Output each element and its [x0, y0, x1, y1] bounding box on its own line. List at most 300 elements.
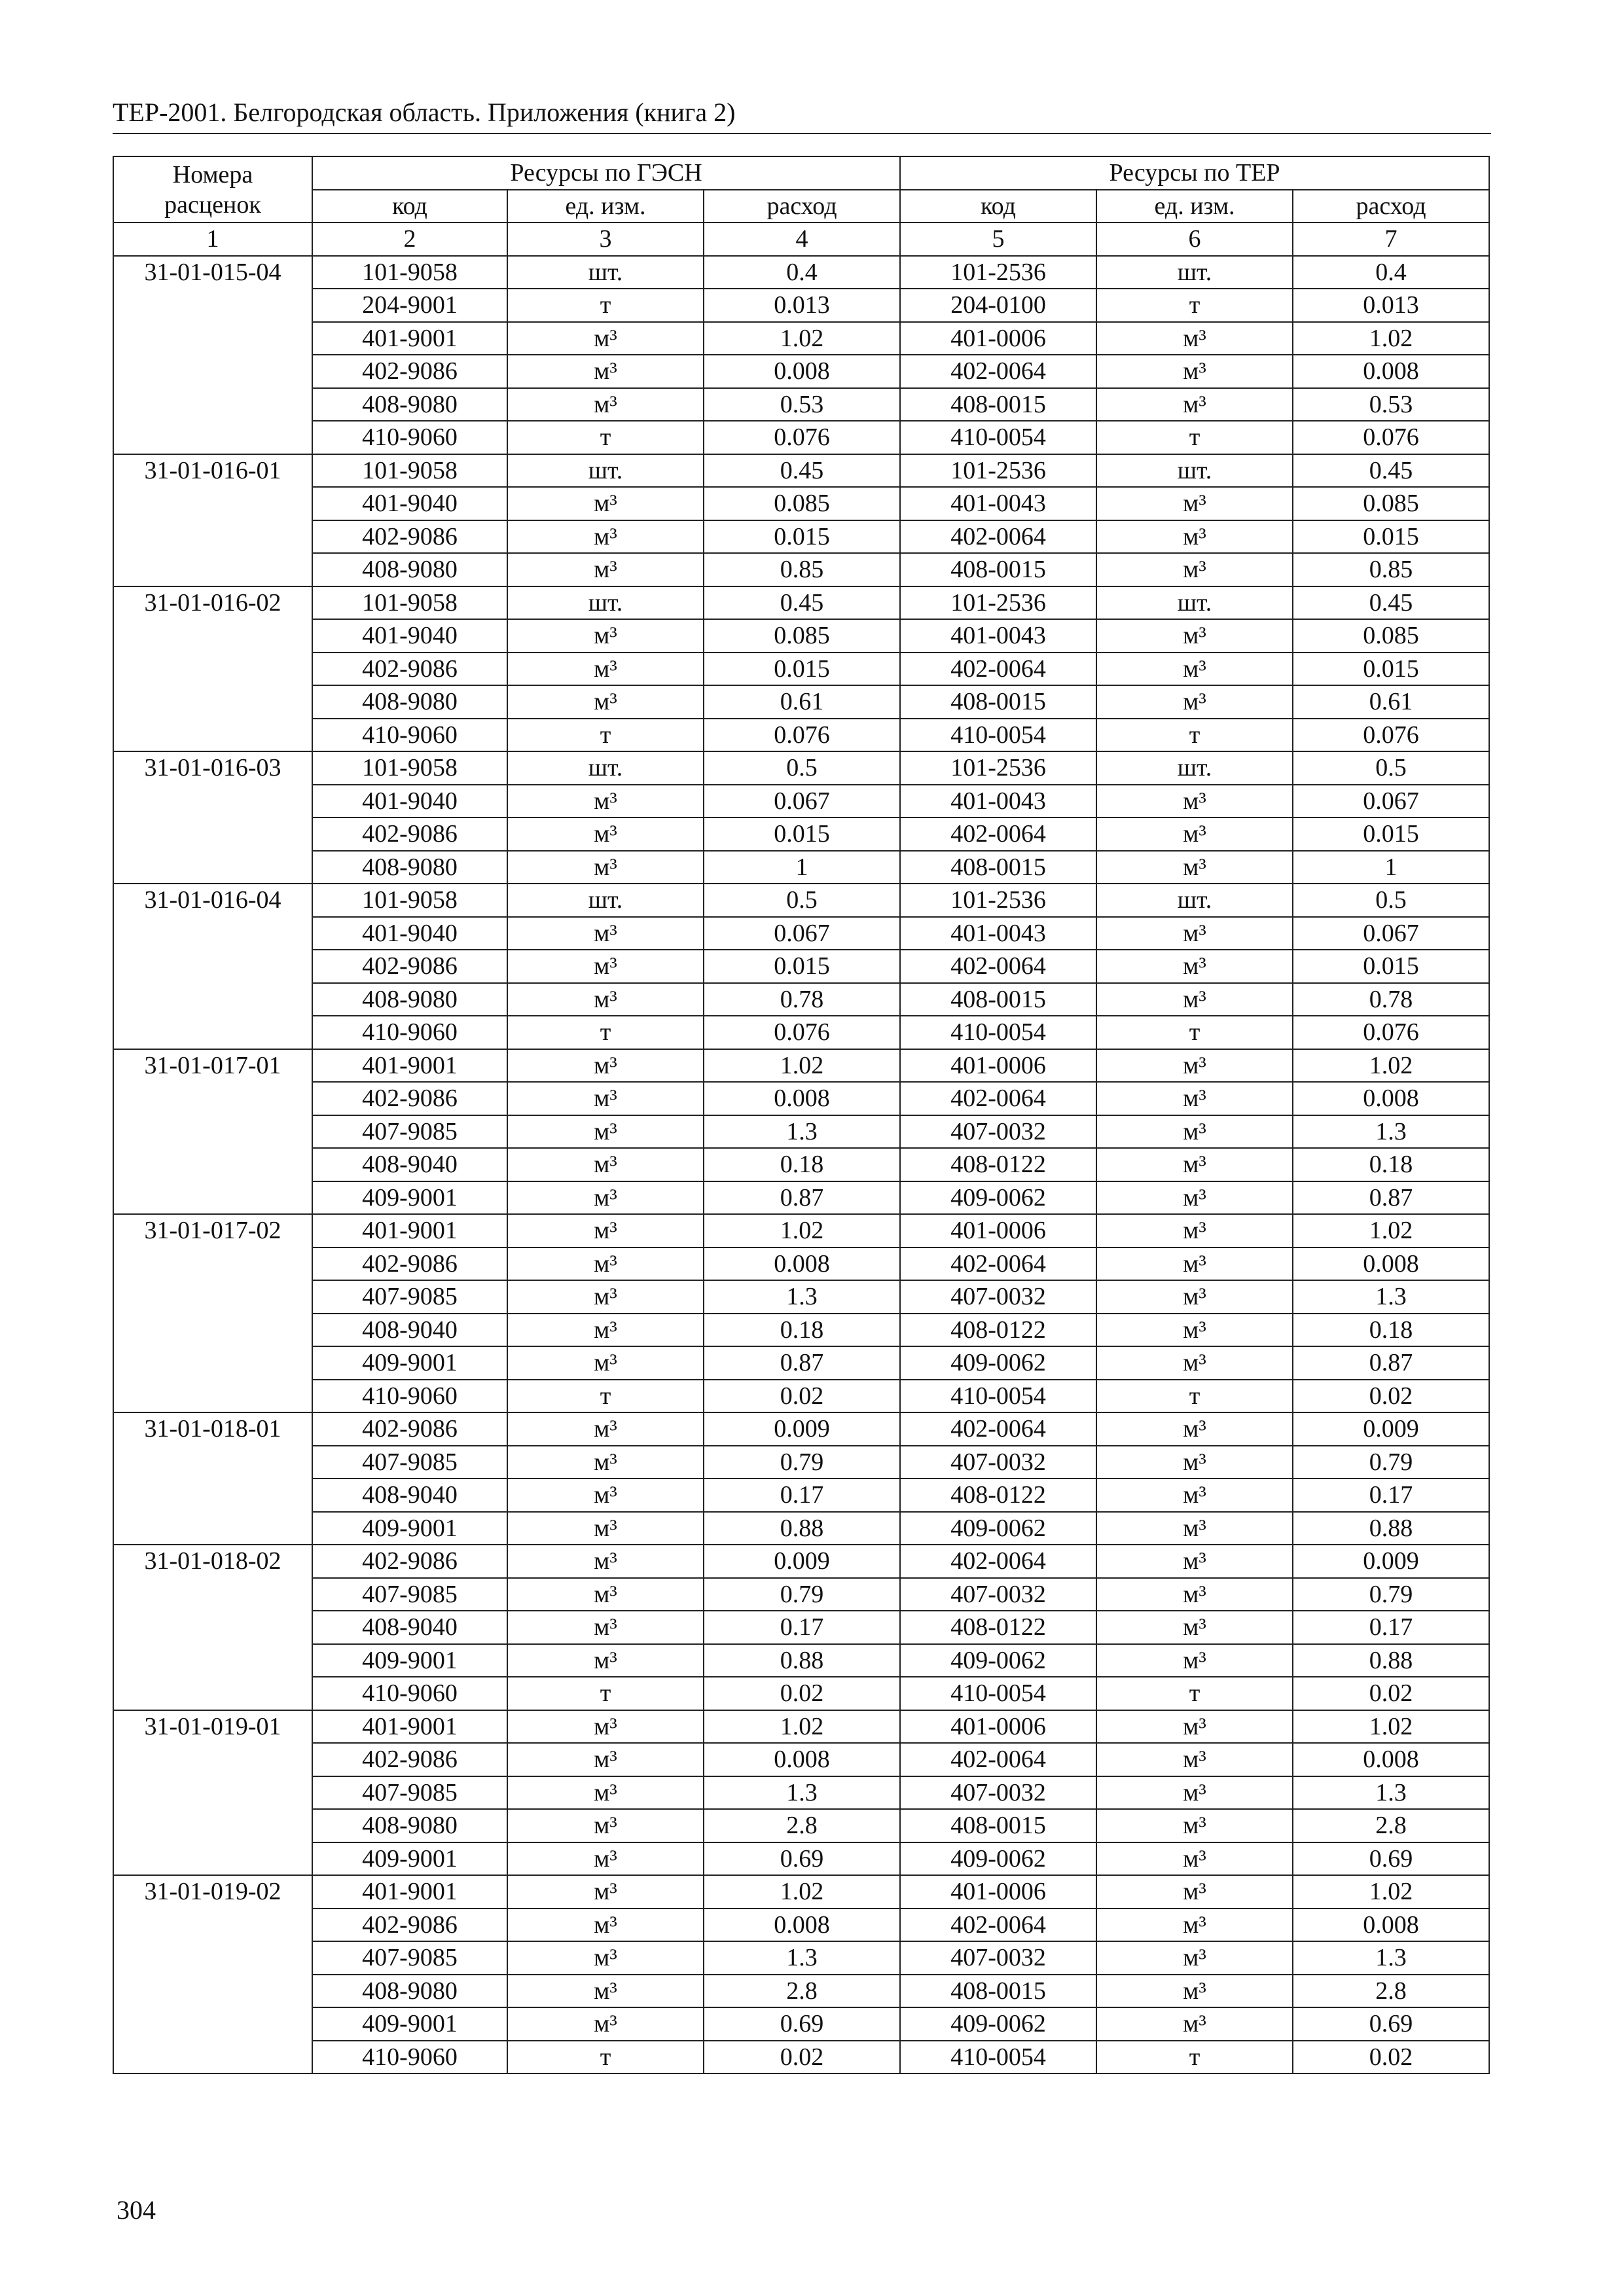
gesn-unit-cell: т [507, 1677, 704, 1710]
ter-unit-cell: т [1096, 289, 1293, 322]
ter-qty-cell: 0.076 [1293, 1016, 1489, 1049]
gesn-code-cell: 402-9086 [312, 1909, 507, 1942]
ter-qty-cell: 0.008 [1293, 1743, 1489, 1776]
gesn-qty-cell: 0.87 [704, 1346, 900, 1380]
ter-code-cell: 101-2536 [900, 454, 1096, 488]
ter-qty-cell: 0.79 [1293, 1446, 1489, 1479]
ter-qty-cell: 0.17 [1293, 1479, 1489, 1512]
ter-unit-cell: м³ [1096, 1578, 1293, 1611]
table-row [113, 1578, 1489, 1611]
ter-code-cell: 408-0122 [900, 1611, 1096, 1644]
ter-unit-cell: м³ [1096, 322, 1293, 355]
gesn-qty-cell: 0.008 [704, 1082, 900, 1115]
rate-number: 31-01-019-02 [113, 1875, 312, 2073]
gesn-qty-cell: 0.076 [704, 1016, 900, 1049]
header-row-groups [113, 156, 1489, 190]
gesn-qty-cell: 0.085 [704, 487, 900, 520]
table-row [113, 520, 1489, 554]
ter-unit-cell: т [1096, 1380, 1293, 1413]
table-row [113, 851, 1489, 884]
table-row [113, 1743, 1489, 1776]
ter-code-cell: 407-0032 [900, 1446, 1096, 1479]
gesn-unit-cell: м³ [507, 2007, 704, 2041]
gesn-qty-cell: 1.02 [704, 1049, 900, 1083]
ter-code-cell: 101-2536 [900, 751, 1096, 785]
gesn-unit-cell: м³ [507, 1479, 704, 1512]
ter-unit-cell: м³ [1096, 1809, 1293, 1842]
gesn-code-cell: 407-9085 [312, 1280, 507, 1314]
ter-unit-cell: м³ [1096, 2007, 1293, 2041]
ter-code-cell: 402-0064 [900, 1412, 1096, 1446]
gesn-qty-cell: 0.015 [704, 520, 900, 554]
gesn-unit-cell: шт. [507, 256, 704, 289]
table-row [113, 586, 1489, 620]
table-row [113, 1016, 1489, 1049]
gesn-code-cell: 101-9058 [312, 256, 507, 289]
gesn-qty-cell: 0.067 [704, 917, 900, 950]
table-row [113, 653, 1489, 686]
ter-qty-cell: 1.02 [1293, 1710, 1489, 1744]
gesn-unit-header: ед. изм. [507, 190, 704, 223]
table-row [113, 619, 1489, 653]
gesn-code-cell: 401-9001 [312, 1710, 507, 1744]
table-row [113, 1280, 1489, 1314]
rate-number: 31-01-016-02 [113, 586, 312, 752]
table-row [113, 1545, 1489, 1578]
ter-code-cell: 408-0015 [900, 1975, 1096, 2008]
gesn-unit-cell: т [507, 1380, 704, 1413]
table-row [113, 751, 1489, 785]
gesn-code-cell: 401-9040 [312, 487, 507, 520]
ter-qty-cell: 0.085 [1293, 487, 1489, 520]
ter-qty-cell: 0.69 [1293, 1842, 1489, 1876]
gesn-qty-header: расход [704, 190, 900, 223]
ter-unit-cell: м³ [1096, 1412, 1293, 1446]
ter-qty-cell: 0.008 [1293, 1082, 1489, 1115]
ter-unit-cell: м³ [1096, 619, 1293, 653]
ter-qty-cell: 1.02 [1293, 1049, 1489, 1083]
ter-unit-header: ед. изм. [1096, 190, 1293, 223]
gesn-unit-cell: т [507, 421, 704, 454]
ter-code-cell: 401-0043 [900, 619, 1096, 653]
ter-qty-cell: 0.53 [1293, 388, 1489, 422]
ter-code-cell: 204-0100 [900, 289, 1096, 322]
gesn-code-cell: 408-9080 [312, 388, 507, 422]
gesn-qty-cell: 0.45 [704, 454, 900, 488]
gesn-unit-cell: т [507, 289, 704, 322]
ter-qty-cell: 0.45 [1293, 454, 1489, 488]
gesn-unit-cell: т [507, 2041, 704, 2074]
column-number: 3 [507, 223, 704, 256]
ter-qty-cell: 0.008 [1293, 1909, 1489, 1942]
table-row [113, 1115, 1489, 1149]
rate-number: 31-01-015-04 [113, 256, 312, 454]
column-number: 4 [704, 223, 900, 256]
ter-unit-cell: т [1096, 1016, 1293, 1049]
gesn-code-cell: 402-9086 [312, 950, 507, 983]
gesn-unit-cell: м³ [507, 817, 704, 851]
gesn-qty-cell: 0.5 [704, 751, 900, 785]
gesn-code-cell: 402-9086 [312, 1412, 507, 1446]
ter-unit-cell: м³ [1096, 388, 1293, 422]
gesn-code-cell: 408-9040 [312, 1479, 507, 1512]
gesn-qty-cell: 0.013 [704, 289, 900, 322]
gesn-unit-cell: м³ [507, 1776, 704, 1810]
ter-unit-cell: м³ [1096, 1479, 1293, 1512]
table-row [113, 1975, 1489, 2008]
ter-qty-cell: 0.076 [1293, 719, 1489, 752]
ter-unit-cell: м³ [1096, 1842, 1293, 1876]
gesn-unit-cell: м³ [507, 1941, 704, 1975]
gesn-qty-cell: 1.02 [704, 1710, 900, 1744]
table-row [113, 388, 1489, 422]
table-row [113, 1412, 1489, 1446]
gesn-qty-cell: 2.8 [704, 1809, 900, 1842]
table-row [113, 917, 1489, 950]
gesn-unit-cell: м³ [507, 1082, 704, 1115]
ter-code-cell: 101-2536 [900, 884, 1096, 917]
ter-unit-cell: м³ [1096, 520, 1293, 554]
ter-unit-cell: т [1096, 2041, 1293, 2074]
gesn-qty-cell: 0.69 [704, 2007, 900, 2041]
table-row [113, 454, 1489, 488]
ter-unit-cell: т [1096, 421, 1293, 454]
ter-unit-cell: м³ [1096, 1214, 1293, 1247]
ter-qty-cell: 0.009 [1293, 1412, 1489, 1446]
ter-unit-cell: м³ [1096, 1115, 1293, 1149]
gesn-qty-cell: 1.3 [704, 1280, 900, 1314]
ter-code-cell: 408-0122 [900, 1314, 1096, 1347]
ter-code-cell: 401-0043 [900, 487, 1096, 520]
gesn-unit-cell: м³ [507, 1578, 704, 1611]
gesn-qty-cell: 0.015 [704, 950, 900, 983]
table-row [113, 1049, 1489, 1083]
ter-code-cell: 402-0064 [900, 950, 1096, 983]
ter-qty-cell: 0.015 [1293, 817, 1489, 851]
ter-unit-cell: м³ [1096, 983, 1293, 1016]
gesn-unit-cell: шт. [507, 751, 704, 785]
gesn-unit-cell: т [507, 719, 704, 752]
ter-qty-cell: 0.085 [1293, 619, 1489, 653]
gesn-unit-cell: м³ [507, 1446, 704, 1479]
gesn-unit-cell: м³ [507, 685, 704, 719]
gesn-code-cell: 402-9086 [312, 1247, 507, 1281]
gesn-qty-cell: 0.02 [704, 1677, 900, 1710]
table-row [113, 1611, 1489, 1644]
ter-qty-cell: 0.17 [1293, 1611, 1489, 1644]
ter-qty-cell: 1 [1293, 851, 1489, 884]
column-number: 1 [113, 223, 312, 256]
page-number: 304 [117, 2195, 156, 2225]
gesn-qty-cell: 0.88 [704, 1512, 900, 1545]
table-row [113, 1082, 1489, 1115]
gesn-qty-cell: 0.53 [704, 388, 900, 422]
gesn-qty-cell: 0.17 [704, 1611, 900, 1644]
ter-code-cell: 402-0064 [900, 1909, 1096, 1942]
ter-qty-cell: 0.45 [1293, 586, 1489, 620]
ter-unit-cell: м³ [1096, 1941, 1293, 1975]
gesn-unit-cell: м³ [507, 1412, 704, 1446]
ter-code-cell: 407-0032 [900, 1941, 1096, 1975]
rate-numbers-header [113, 156, 312, 223]
gesn-qty-cell: 1.3 [704, 1776, 900, 1810]
table-row [113, 1644, 1489, 1677]
ter-qty-cell: 0.87 [1293, 1346, 1489, 1380]
gesn-code-cell: 410-9060 [312, 421, 507, 454]
ter-unit-cell: м³ [1096, 1512, 1293, 1545]
gesn-code-cell: 401-9001 [312, 322, 507, 355]
gesn-qty-cell: 1.3 [704, 1115, 900, 1149]
table-row [113, 950, 1489, 983]
gesn-unit-cell: т [507, 1016, 704, 1049]
table-row [113, 1875, 1489, 1909]
ter-unit-cell: м³ [1096, 785, 1293, 818]
ter-qty-cell: 0.4 [1293, 256, 1489, 289]
page-header-title: ТЕР-2001. Белгородская область. Приложения (книга 2) [113, 98, 736, 127]
ter-code-cell: 401-0043 [900, 917, 1096, 950]
ter-code-cell: 408-0015 [900, 388, 1096, 422]
ter-qty-cell: 0.61 [1293, 685, 1489, 719]
ter-unit-cell: м³ [1096, 1975, 1293, 2008]
gesn-code-cell: 409-9001 [312, 1181, 507, 1215]
ter-code-cell: 408-0122 [900, 1148, 1096, 1181]
gesn-code-cell: 408-9040 [312, 1148, 507, 1181]
ter-code-cell: 407-0032 [900, 1578, 1096, 1611]
gesn-unit-cell: м³ [507, 1975, 704, 2008]
ter-unit-cell: м³ [1096, 817, 1293, 851]
rate-number: 31-01-016-03 [113, 751, 312, 884]
gesn-code-cell: 401-9001 [312, 1214, 507, 1247]
gesn-qty-cell: 2.8 [704, 1975, 900, 2008]
table-row [113, 817, 1489, 851]
ter-unit-cell: м³ [1096, 1611, 1293, 1644]
table-row [113, 1446, 1489, 1479]
rate-number: 31-01-017-02 [113, 1214, 312, 1412]
ter-code-cell: 409-0062 [900, 1512, 1096, 1545]
ter-code-cell: 408-0015 [900, 851, 1096, 884]
gesn-code-cell: 401-9001 [312, 1875, 507, 1909]
table-row [113, 1941, 1489, 1975]
ter-unit-cell: м³ [1096, 1446, 1293, 1479]
ter-code-cell: 409-0062 [900, 1346, 1096, 1380]
gesn-unit-cell: м³ [507, 553, 704, 586]
gesn-qty-cell: 1 [704, 851, 900, 884]
gesn-code-cell: 407-9085 [312, 1578, 507, 1611]
ter-qty-cell: 0.5 [1293, 751, 1489, 785]
table-row [113, 983, 1489, 1016]
gesn-code-cell: 408-9040 [312, 1611, 507, 1644]
gesn-qty-cell: 0.015 [704, 653, 900, 686]
gesn-qty-cell: 0.02 [704, 1380, 900, 1413]
ter-unit-cell: м³ [1096, 1082, 1293, 1115]
ter-qty-cell: 1.3 [1293, 1941, 1489, 1975]
gesn-unit-cell: м³ [507, 1049, 704, 1083]
ter-qty-cell: 0.02 [1293, 1380, 1489, 1413]
ter-qty-cell: 0.79 [1293, 1578, 1489, 1611]
gesn-unit-cell: м³ [507, 983, 704, 1016]
gesn-qty-cell: 0.02 [704, 2041, 900, 2074]
gesn-unit-cell: шт. [507, 884, 704, 917]
ter-qty-cell: 0.18 [1293, 1314, 1489, 1347]
gesn-code-cell: 402-9086 [312, 1082, 507, 1115]
ter-code-cell: 402-0064 [900, 355, 1096, 388]
gesn-code-cell: 410-9060 [312, 719, 507, 752]
gesn-code-cell: 101-9058 [312, 884, 507, 917]
gesn-code-cell: 409-9001 [312, 1842, 507, 1876]
gesn-code-cell: 402-9086 [312, 817, 507, 851]
ter-code-cell: 410-0054 [900, 1016, 1096, 1049]
ter-code-cell: 402-0064 [900, 520, 1096, 554]
gesn-qty-cell: 1.3 [704, 1941, 900, 1975]
ter-qty-cell: 1.3 [1293, 1115, 1489, 1149]
gesn-unit-cell: м³ [507, 653, 704, 686]
gesn-code-cell: 410-9060 [312, 1380, 507, 1413]
table-row [113, 1148, 1489, 1181]
gesn-code-cell: 101-9058 [312, 751, 507, 785]
column-number: 6 [1096, 223, 1293, 256]
ter-unit-cell: шт. [1096, 454, 1293, 488]
gesn-qty-cell: 0.4 [704, 256, 900, 289]
gesn-code-cell: 401-9040 [312, 917, 507, 950]
ter-unit-cell: м³ [1096, 685, 1293, 719]
ter-qty-cell: 0.78 [1293, 983, 1489, 1016]
gesn-code-cell: 408-9080 [312, 1975, 507, 2008]
ter-code-cell: 408-0015 [900, 553, 1096, 586]
gesn-unit-cell: м³ [507, 355, 704, 388]
ter-code-cell: 401-0006 [900, 322, 1096, 355]
ter-qty-cell: 0.02 [1293, 1677, 1489, 1710]
ter-unit-cell: м³ [1096, 1644, 1293, 1677]
gesn-unit-cell: м³ [507, 1545, 704, 1578]
ter-code-cell: 401-0006 [900, 1710, 1096, 1744]
gesn-unit-cell: м³ [507, 1842, 704, 1876]
table-row [113, 421, 1489, 454]
table-row [113, 1776, 1489, 1810]
gesn-qty-cell: 0.18 [704, 1314, 900, 1347]
gesn-qty-cell: 0.69 [704, 1842, 900, 1876]
gesn-qty-cell: 0.88 [704, 1644, 900, 1677]
column-number: 2 [312, 223, 507, 256]
gesn-code-cell: 408-9040 [312, 1314, 507, 1347]
ter-code-cell: 407-0032 [900, 1776, 1096, 1810]
gesn-unit-cell: м³ [507, 1247, 704, 1281]
ter-unit-cell: м³ [1096, 1314, 1293, 1347]
gesn-qty-cell: 0.79 [704, 1446, 900, 1479]
column-number-row [113, 223, 1489, 256]
gesn-qty-cell: 1.02 [704, 1214, 900, 1247]
gesn-qty-cell: 0.008 [704, 1743, 900, 1776]
gesn-unit-cell: м³ [507, 785, 704, 818]
ter-code-cell: 401-0006 [900, 1214, 1096, 1247]
gesn-code-cell: 407-9085 [312, 1115, 507, 1149]
ter-qty-cell: 0.015 [1293, 950, 1489, 983]
ter-qty-cell: 0.87 [1293, 1181, 1489, 1215]
ter-code-cell: 402-0064 [900, 1247, 1096, 1281]
ter-qty-cell: 0.18 [1293, 1148, 1489, 1181]
gesn-unit-cell: м³ [507, 1743, 704, 1776]
ter-qty-cell: 0.008 [1293, 355, 1489, 388]
gesn-unit-cell: м³ [507, 520, 704, 554]
gesn-code-cell: 402-9086 [312, 355, 507, 388]
gesn-unit-cell: м³ [507, 322, 704, 355]
gesn-code-cell: 407-9085 [312, 1776, 507, 1810]
gesn-unit-cell: м³ [507, 1148, 704, 1181]
table-row [113, 2007, 1489, 2041]
ter-unit-cell: м³ [1096, 1875, 1293, 1909]
ter-qty-header: расход [1293, 190, 1489, 223]
table-body [113, 256, 1489, 2074]
table-row [113, 1346, 1489, 1380]
table-row [113, 2041, 1489, 2074]
gesn-qty-cell: 1.02 [704, 322, 900, 355]
gesn-unit-cell: м³ [507, 1214, 704, 1247]
gesn-qty-cell: 0.076 [704, 421, 900, 454]
table-row [113, 1842, 1489, 1876]
table-row [113, 1314, 1489, 1347]
ter-code-cell: 402-0064 [900, 817, 1096, 851]
gesn-unit-cell: м³ [507, 1809, 704, 1842]
gesn-qty-cell: 0.008 [704, 1909, 900, 1942]
header-divider [113, 133, 1491, 134]
gesn-qty-cell: 0.18 [704, 1148, 900, 1181]
ter-code-cell: 402-0064 [900, 1082, 1096, 1115]
gesn-unit-cell: м³ [507, 1644, 704, 1677]
gesn-code-cell: 401-9040 [312, 785, 507, 818]
ter-qty-cell: 1.02 [1293, 1875, 1489, 1909]
ter-code-header: код [900, 190, 1096, 223]
ter-code-cell: 408-0122 [900, 1479, 1096, 1512]
gesn-code-cell: 409-9001 [312, 1346, 507, 1380]
gesn-unit-cell: шт. [507, 454, 704, 488]
ter-unit-cell: м³ [1096, 1148, 1293, 1181]
gesn-qty-cell: 0.008 [704, 1247, 900, 1281]
ter-unit-cell: м³ [1096, 950, 1293, 983]
gesn-code-cell: 401-9001 [312, 1049, 507, 1083]
gesn-code-cell: 409-9001 [312, 1644, 507, 1677]
ter-code-cell: 401-0006 [900, 1875, 1096, 1909]
ter-qty-cell: 0.067 [1293, 917, 1489, 950]
gesn-code-cell: 402-9086 [312, 653, 507, 686]
gesn-code-cell: 402-9086 [312, 1743, 507, 1776]
table-row [113, 1710, 1489, 1744]
ter-qty-cell: 0.5 [1293, 884, 1489, 917]
gesn-code-cell: 410-9060 [312, 1016, 507, 1049]
gesn-qty-cell: 0.076 [704, 719, 900, 752]
gesn-code-cell: 409-9001 [312, 1512, 507, 1545]
ter-qty-cell: 0.013 [1293, 289, 1489, 322]
ter-unit-cell: м³ [1096, 1545, 1293, 1578]
gesn-code-cell: 409-9001 [312, 2007, 507, 2041]
gesn-qty-cell: 0.78 [704, 983, 900, 1016]
ter-qty-cell: 2.8 [1293, 1809, 1489, 1842]
gesn-qty-cell: 0.009 [704, 1545, 900, 1578]
ter-unit-cell: м³ [1096, 1710, 1293, 1744]
ter-code-cell: 101-2536 [900, 256, 1096, 289]
ter-qty-cell: 2.8 [1293, 1975, 1489, 2008]
table-row [113, 322, 1489, 355]
table-row [113, 1677, 1489, 1710]
ter-unit-cell: шт. [1096, 256, 1293, 289]
ter-unit-cell: шт. [1096, 586, 1293, 620]
ter-code-cell: 410-0054 [900, 1677, 1096, 1710]
gesn-unit-cell: м³ [507, 1314, 704, 1347]
ter-qty-cell: 0.88 [1293, 1512, 1489, 1545]
ter-unit-cell: м³ [1096, 653, 1293, 686]
gesn-unit-cell: м³ [507, 619, 704, 653]
table-row [113, 355, 1489, 388]
ter-qty-cell: 1.3 [1293, 1280, 1489, 1314]
rate-number: 31-01-016-04 [113, 884, 312, 1049]
